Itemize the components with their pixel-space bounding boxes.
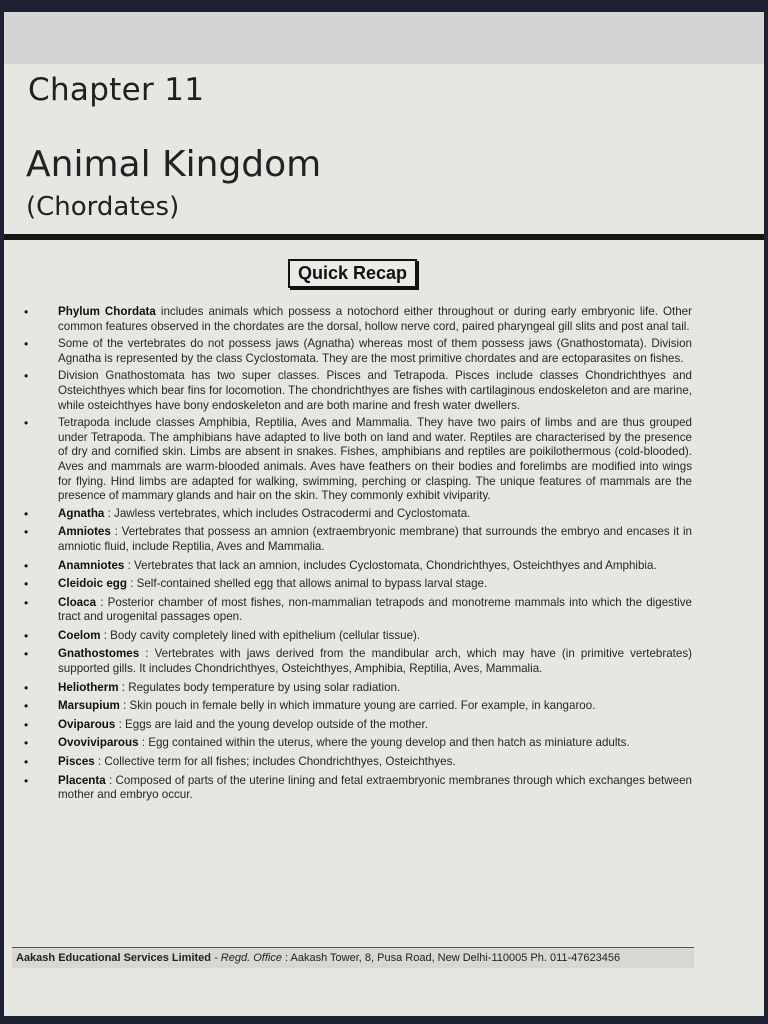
list-item: • Gnathostomes : Vertebrates with jaws derived from the mandibular arch, which may have (in primitive vertebrates) supported gills. It includes Chondrichthyes, Osteichthyes, Amphibia, Reptilia, Aves, Mammalia. — [24, 647, 692, 676]
bullet-icon: • — [24, 558, 29, 573]
list-item: • Placenta : Composed of parts of the uterine lining and fetal extraembryonic membranes through which exchanges between mother and embryo occur. — [24, 773, 692, 802]
bullet-icon: • — [24, 647, 29, 662]
page-footer — [12, 947, 694, 968]
list-item: • Marsupium : Skin pouch in female belly in which immature young are carried. For example, in kangaroo. — [24, 699, 596, 714]
footer-company: Aakash Educational Services Limited — [16, 952, 212, 964]
quick-recap-heading: Quick Recap — [288, 259, 417, 288]
page-subtitle: (Chordates) — [26, 192, 180, 222]
list-item: • Some of the vertebrates do not possess jaws (Agnatha) whereas most of them possess jaws (Gnathostomata). Division Agnatha is represented by the class Cyclostomata. They are the most primitive chordates and are ectoparasites on fishes. — [24, 337, 692, 365]
list-item: • Phylum Chordata includes animals which possess a notochord either throughout or during early embryonic life. Other common features observed in the chordates are the dorsal, hollow nerve cord, paired pharyngeal gill slits and post anal tail. — [24, 305, 692, 333]
bullet-icon: • — [24, 416, 29, 431]
bullet-icon: • — [24, 337, 29, 352]
list-item: • Heliotherm : Regulates body temperature by using solar radiation. — [24, 680, 401, 695]
bullet-icon: • — [24, 628, 29, 643]
bullet-icon: • — [24, 680, 29, 695]
bullet-icon: • — [24, 305, 29, 319]
bullet-icon: • — [24, 595, 29, 610]
list-item: • Division Gnathostomata has two super classes. Pisces and Tetrapoda. Pisces include classes Chondrichthyes and Osteichthyes which bear fins for locomotion. The chondrichthyes are fishes with cartilaginous endoskeleton and are marine, while osteichthyes have bony endoskeleton and are both marine and fresh water dwellers. — [24, 369, 692, 412]
chapter-label: Chapter 11 — [28, 72, 205, 108]
bullet-icon: • — [24, 736, 29, 751]
bullet-icon: • — [24, 717, 29, 732]
list-item: • Coelom : Body cavity completely lined with epithelium (cellular tissue). — [24, 628, 421, 643]
bullet-icon: • — [24, 773, 29, 788]
page-top-band — [4, 12, 764, 64]
bullet-icon: • — [24, 506, 29, 521]
title-divider — [4, 234, 764, 240]
list-item: • Agnatha : Jawless vertebrates, which includes Ostracodermi and Cyclostomata. — [24, 506, 471, 521]
list-item: • Cleidoic egg : Self-contained shelled egg that allows animal to bypass larval stage. — [24, 577, 488, 592]
bullet-icon: • — [24, 755, 29, 770]
bullet-icon: • — [24, 369, 29, 384]
list-item: • Amniotes : Vertebrates that possess an amnion (extraembryonic membrane) that surrounds the embryo and encases it in amniotic fluid, include Reptilia, Aves and Mammalia. — [24, 525, 692, 553]
footer-office-label: - Regd. Office — [211, 952, 282, 964]
bullet-icon: • — [24, 577, 29, 592]
footer-address: : Aakash Tower, 8, Pusa Road, New Delhi-110005 Ph. 011-47623456 — [281, 952, 621, 964]
list-item: • Ovoviviparous : Egg contained within the uterus, where the young develop and then hatch as miniature adults. — [24, 736, 630, 751]
page-title: Animal Kingdom — [26, 144, 322, 185]
list-item: • Tetrapoda include classes Amphibia, Reptilia, Aves and Mammalia. They have two pairs of limbs and are thus grouped under Tetrapoda. The amphibians have adapted to live both on land and water. Reptiles are characterised by the presence of dry and cornified skin. Limbs are absent in snakes. Fishes, amphibians and reptiles are poikilothermous (cold-blooded). Aves and mammals are warm-blooded animals. Aves have feathers on their bodies and forelimbs are modified into wings for flying. Hind limbs are adapted for walking, swimming, perching or clasping. The unique features of mammals are the presence of mammary glands and hair on the skin. They commonly exhibit viviparity. — [24, 416, 692, 503]
list-item: • Oviparous : Eggs are laid and the young develop outside of the mother. — [24, 717, 428, 732]
recap-list — [20, 305, 692, 807]
list-item: • Anamniotes : Vertebrates that lack an amnion, includes Cyclostomata, Chondrichthyes, Osteichthyes and Amphibia. — [24, 558, 657, 573]
list-item: • Pisces : Collective term for all fishes; includes Chondrichthyes, Osteichthyes. — [24, 755, 456, 770]
textbook-page — [4, 12, 764, 1016]
bullet-icon: • — [24, 699, 29, 714]
bullet-icon: • — [24, 525, 29, 540]
list-item: • Cloaca : Posterior chamber of most fishes, non-mammalian tetrapods and monotreme mammals into which the digestive tract and urogenital passages open. — [24, 595, 692, 624]
